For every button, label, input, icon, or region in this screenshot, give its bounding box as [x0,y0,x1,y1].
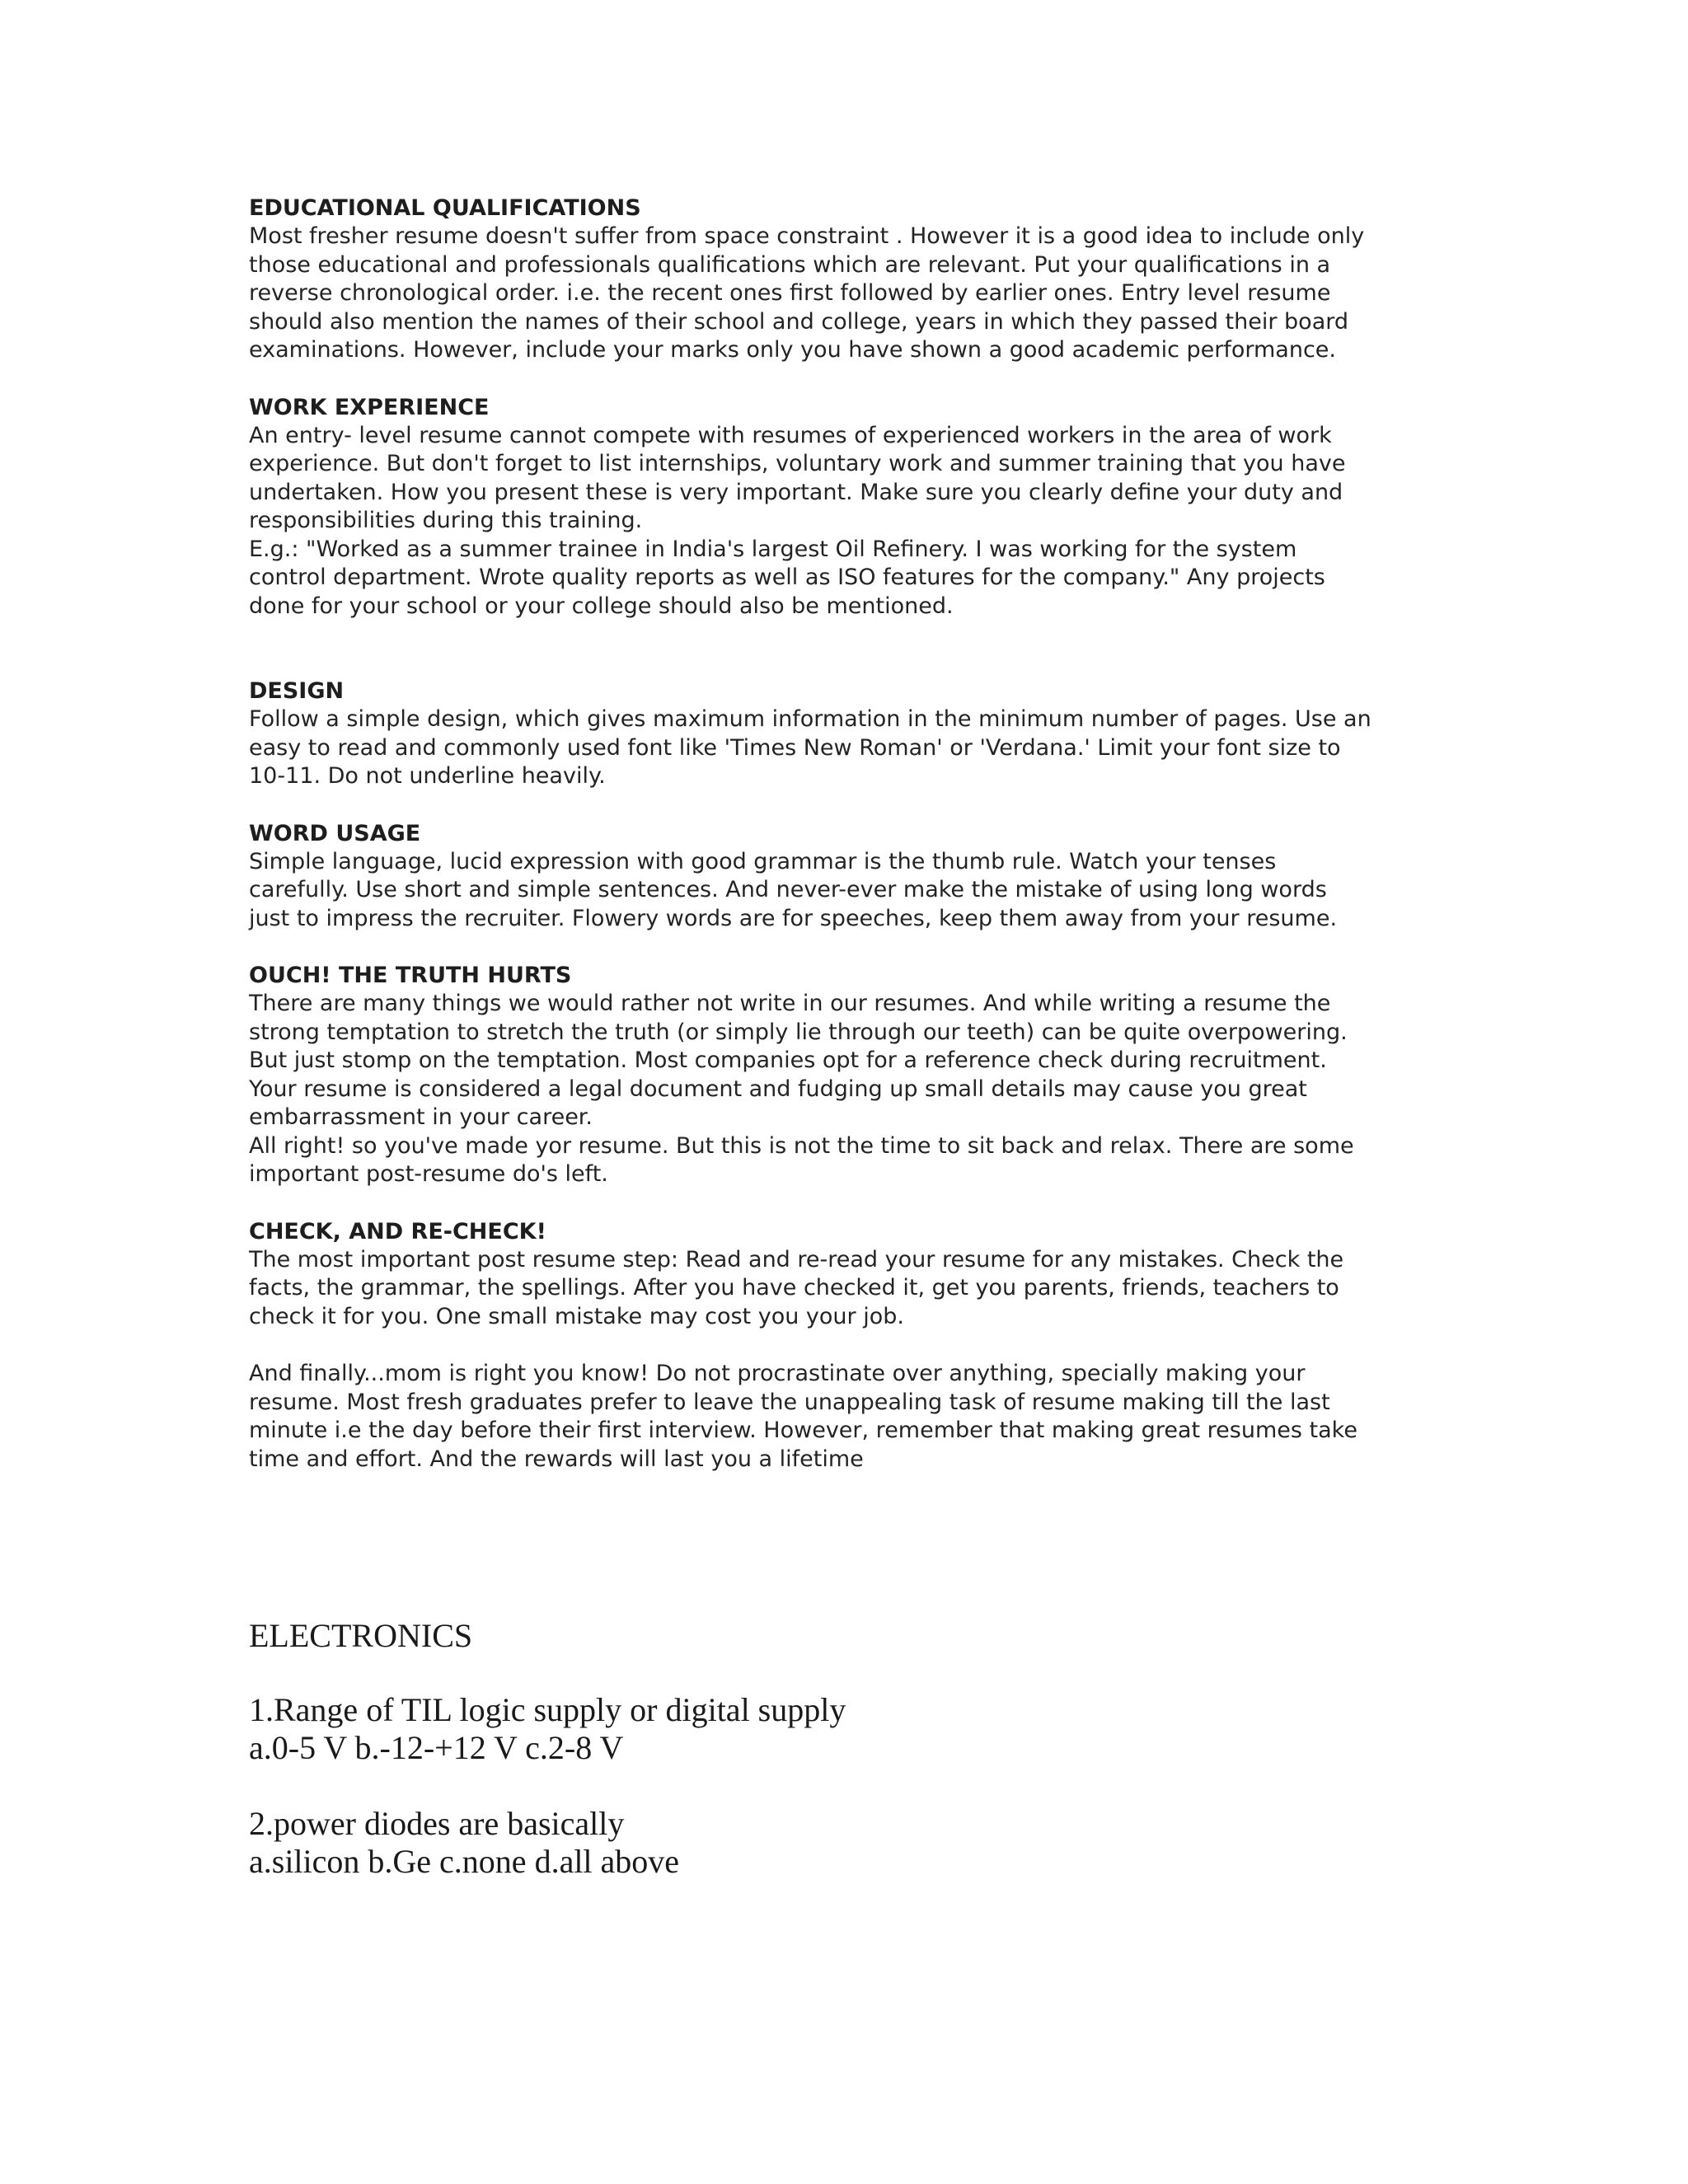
electronics-title: ELECTRONICS [249,1617,473,1654]
quiz-question-1 [249,1691,1469,1767]
section-body: An entry- level resume cannot compete with resumes of experienced workers in the area of work experience. But don't forget to list internships, voluntary work and summer training that you have undertaken. How you present these is very important. Make sure you clearly define your duty and responsibilities during this training. E.g.: "Worked as a summer trainee in India's largest Oil Refinery. I was working for the system control department. Wrote quality reports as well as ISO features for the company." Any projects done for your school or your college should also be mentioned. [249,422,1346,619]
section-closing [249,1360,1469,1474]
section-body: Follow a simple design, which gives maximum information in the minimum number of pages. Use an easy to read and commonly used font like 'Times New Roman' or 'Verdana.' Limit your font size to 10-11. Do not underline heavily. [249,706,1372,789]
section-body: There are many things we would rather not write in our resumes. And while writing a resume the strong temptation to stretch the truth (or simply lie through our teeth) can be quite overpowering. But just stomp on the temptation. Most companies opt for a reference check during recruitment. Your resume is considered a legal document and fudging up small details may cause you great embarrassment in your career. All right! so you've made yor resume. But this is not the time to sit back and relax. There are some important post-resume do's left. [249,991,1354,1187]
section-work-experience [249,394,1469,621]
section-body: The most important post resume step: Read and re-read your resume for any mistakes. Check the facts, the grammar, the spellings. After you have checked it, get you parents, friends, teachers to check it for you. One small mistake may cost you your job. [249,1246,1344,1329]
section-body: Simple language, lucid expression with good grammar is the thumb rule. Watch your tenses carefully. Use short and simple sentences. And never-ever make the mistake of using long words just to impress the recruiter. Flowery words are for speeches, keep them away from your resume. [249,848,1338,931]
section-heading: WORK EXPERIENCE [249,394,490,420]
question-text: 2.power diodes are basically [249,1805,625,1842]
section-truth-hurts [249,962,1469,1189]
question-text: 1.Range of TIL logic supply or digital supply [249,1691,846,1728]
section-check-recheck [249,1218,1469,1332]
question-options: a.0-5 V b.-12-+12 V c.2-8 V [249,1729,624,1766]
section-heading: CHECK, AND RE-CHECK! [249,1218,546,1244]
section-heading: WORD USAGE [249,820,421,846]
section-word-usage [249,820,1469,934]
question-options: a.silicon b.Ge c.none d.all above [249,1843,680,1880]
quiz-question-2 [249,1805,1469,1881]
section-design [249,677,1469,791]
electronics-quiz [249,1617,1469,1881]
section-educational-qualifications [249,194,1469,365]
section-heading: OUCH! THE TRUTH HURTS [249,963,572,988]
section-heading: EDUCATIONAL QUALIFICATIONS [249,195,641,221]
section-body: Most fresher resume doesn't suffer from space constraint . However it is a good idea to include only those educational and professionals qualifications which are relevant. Put your qualifications in a reverse chronological order. i.e. the recent ones first followed by earlier ones. Entry level resume should also mention the names of their school and college, years in which they passed their board examinations. However, include your marks only you have shown a good academic performance. [249,223,1365,363]
closing-paragraph: And finally...mom is right you know! Do not procrastinate over anything, specially making your resume. Most fresh graduates prefer to leave the unappealing task of resume making till the last minute i.e the day before their first interview. However, remember that making great resumes take time and effort. And the rewards will last you a lifetime [249,1361,1357,1472]
section-heading: DESIGN [249,678,345,704]
resume-tips-content [249,194,1469,1474]
